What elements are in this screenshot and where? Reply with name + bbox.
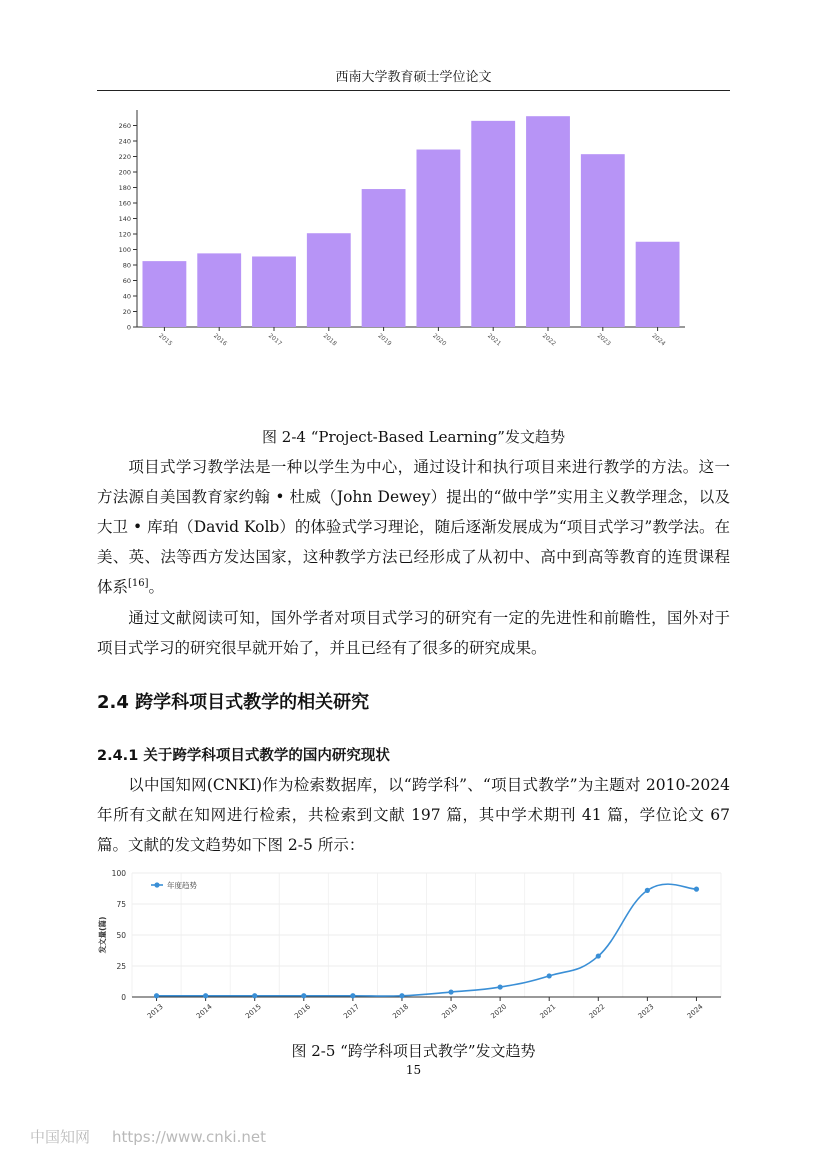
x-tick-label: 2020 bbox=[431, 332, 448, 348]
x-tick-label: 2017 bbox=[342, 1002, 361, 1021]
bar-2019 bbox=[362, 189, 406, 327]
section-heading-2-4: 2.4 跨学科项目式教学的相关研究 bbox=[97, 692, 370, 713]
bar-2017 bbox=[252, 256, 296, 327]
y-axis-title: 发文量(篇) bbox=[98, 916, 107, 954]
y-tick-label: 25 bbox=[116, 962, 126, 971]
paragraph-end-mark: 。 bbox=[148, 578, 165, 596]
x-tick-label: 2022 bbox=[587, 1002, 607, 1021]
y-tick-label: 220 bbox=[118, 153, 131, 161]
x-tick-label: 2018 bbox=[321, 332, 338, 348]
bar-2016 bbox=[197, 253, 241, 327]
data-point-2021 bbox=[547, 973, 552, 978]
data-point-2016 bbox=[301, 993, 306, 998]
y-tick-label: 200 bbox=[118, 168, 131, 177]
x-tick-label: 2024 bbox=[685, 1002, 705, 1021]
bar-2024 bbox=[636, 242, 680, 327]
data-point-2024 bbox=[694, 887, 699, 892]
x-tick-label: 2020 bbox=[489, 1002, 509, 1021]
y-tick-label: 75 bbox=[116, 900, 126, 909]
cnki-watermark bbox=[30, 1126, 288, 1147]
legend[interactable] bbox=[151, 880, 197, 890]
y-tick-label: 100 bbox=[111, 869, 126, 878]
x-tick-label: 2021 bbox=[538, 1002, 558, 1021]
paragraph-foreign-research-text: 通过文献阅读可知，国外学者对项目式学习的研究有一定的先进性和前瞻性，国外对于项目式学习的研究很早就开始了，并且已经有了很多的研究成果。 bbox=[97, 609, 730, 657]
x-tick-label: 2015 bbox=[244, 1002, 263, 1021]
paragraph-pbl-origin-text: 项目式学习教学法是一种以学生为中心，通过设计和执行项目来进行教学的方法。这一方法源自美国教育家约翰 • 杜威（John Dewey）提出的“做中学”实用主义教学理念，以及大卫 • 库珀（David Kolb）的体验式学习理论，随后逐渐发展成为“项目式学习”教学法。在美、英、法等西方发达国家，这种教学方法已经形成了从初中、高中到高等教育的连贯课程体系 bbox=[97, 458, 730, 596]
data-point-2017 bbox=[350, 993, 355, 998]
x-tick-label: 2019 bbox=[376, 332, 393, 348]
x-tick-label: 2015 bbox=[157, 332, 174, 348]
x-tick-label: 2023 bbox=[636, 1002, 656, 1021]
bar-2023 bbox=[581, 154, 625, 327]
subsection-heading-2-4-1: 2.4.1 关于跨学科项目式教学的国内研究现状 bbox=[97, 748, 390, 764]
data-point-2013 bbox=[154, 993, 159, 998]
bar-2021 bbox=[471, 121, 515, 327]
y-tick-label: 0 bbox=[121, 993, 126, 1002]
bar-2018 bbox=[307, 233, 351, 327]
header-rule bbox=[97, 90, 730, 91]
x-tick-label: 2016 bbox=[212, 332, 229, 348]
running-header: 西南大学教育硕士学位论文 bbox=[335, 70, 492, 85]
paragraph-pbl-origin bbox=[97, 452, 730, 602]
y-tick-label: 50 bbox=[116, 931, 126, 940]
x-tick-label: 2016 bbox=[293, 1002, 312, 1021]
y-tick-label: 260 bbox=[118, 122, 131, 130]
y-tick-label: 40 bbox=[122, 292, 131, 301]
page-number: 15 bbox=[405, 1063, 422, 1077]
x-tick-label: 2019 bbox=[440, 1002, 460, 1021]
y-tick-label: 80 bbox=[122, 261, 131, 270]
x-tick-label: 2014 bbox=[194, 1002, 214, 1021]
y-tick-label: 160 bbox=[118, 199, 131, 208]
x-tick-label: 2013 bbox=[145, 1002, 165, 1021]
bar-2022 bbox=[526, 116, 570, 327]
figure-2-5-caption: 图 2-5 “跨学科项目式教学”发文趋势 bbox=[291, 1042, 536, 1060]
y-tick-label: 60 bbox=[122, 277, 131, 285]
legend-marker bbox=[154, 882, 159, 887]
x-tick-label: 2023 bbox=[595, 332, 612, 348]
footer-url[interactable]: https://www.cnki.net bbox=[112, 1128, 266, 1146]
y-tick-label: 20 bbox=[122, 308, 131, 316]
line-chart-interdisciplinary-trend bbox=[97, 865, 737, 1045]
data-point-2020 bbox=[498, 984, 503, 989]
bar-2015 bbox=[142, 261, 186, 327]
data-point-2015 bbox=[252, 993, 257, 998]
data-point-2019 bbox=[448, 989, 453, 994]
x-tick-label: 2024 bbox=[650, 332, 667, 348]
y-tick-label: 120 bbox=[118, 230, 131, 239]
data-point-2014 bbox=[203, 993, 208, 998]
footer-brand: 中国知网 bbox=[30, 1128, 91, 1146]
x-tick-label: 2018 bbox=[391, 1002, 411, 1021]
x-tick-label: 2021 bbox=[486, 332, 503, 348]
y-tick-label: 0 bbox=[126, 323, 131, 332]
x-tick-label: 2017 bbox=[266, 332, 284, 348]
x-tick-label: 2022 bbox=[540, 332, 558, 348]
bar-chart-pbl-trend bbox=[97, 100, 697, 360]
y-tick-label: 240 bbox=[118, 137, 131, 146]
paragraph-cnki-search bbox=[97, 770, 730, 860]
paragraph-cnki-search-text: 以中国知网(CNKI)作为检索数据库，以“跨学科”、“项目式教学”为主题对 2010-2024 年所有文献在知网进行检索，共检索到文献 197 篇，其中学术期刊 41 篇，学位论文 67 篇。文献的发文趋势如下图 2-5 所示： bbox=[97, 776, 730, 854]
figure-2-4-caption: 图 2-4 “Project-Based Learning”发文趋势 bbox=[262, 428, 565, 446]
y-tick-label: 180 bbox=[118, 184, 131, 192]
paragraph-foreign-research bbox=[97, 603, 730, 663]
y-tick-label: 140 bbox=[118, 215, 131, 223]
data-point-2023 bbox=[645, 888, 650, 893]
citation-ref-16[interactable]: [16] bbox=[128, 577, 149, 589]
bar-2020 bbox=[416, 150, 460, 327]
data-point-2018 bbox=[399, 993, 404, 998]
data-point-2022 bbox=[596, 953, 601, 958]
legend-label: 年度趋势 bbox=[167, 881, 197, 890]
y-tick-label: 100 bbox=[118, 246, 131, 254]
